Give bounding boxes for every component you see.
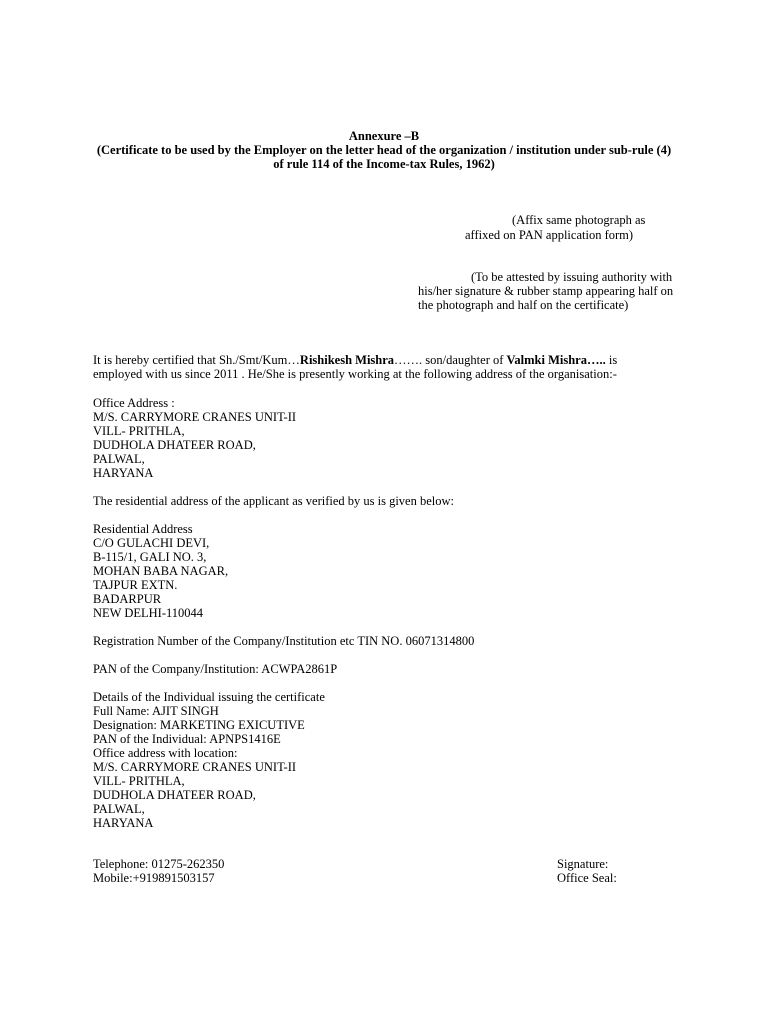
certification-line-1 [93, 353, 617, 367]
issuer-office-label: Office address with location: [93, 746, 238, 760]
issuer-address-line: PALWAL, [93, 802, 145, 816]
company-pan: PAN of the Company/Institution: ACWPA2861P [93, 662, 338, 676]
issuer-pan: PAN of the Individual: APNPS1416E [93, 732, 281, 746]
mobile: Mobile:+919891503157 [93, 871, 215, 885]
parent-name: Valmki Mishra….. [506, 353, 606, 367]
office-seal-label: Office Seal: [557, 871, 617, 885]
office-address-line: PALWAL, [93, 452, 145, 466]
employee-name: Rishikesh Mishra [299, 353, 395, 367]
certification-text-2: ……. son/daughter of [394, 353, 507, 367]
issuer-address-line: VILL- PRITHLA, [93, 774, 185, 788]
issuer-designation: Designation: MARKETING EXICUTIVE [93, 718, 305, 732]
issuer-full-name: Full Name: AJIT SINGH [93, 704, 219, 718]
annexure-title: Annexure –B [348, 129, 420, 143]
office-address-line: HARYANA [93, 466, 154, 480]
registration-number: Registration Number of the Company/Institution etc TIN NO. 06071314800 [93, 634, 475, 648]
attest-note-line-3: the photograph and half on the certificate) [418, 298, 629, 312]
attest-note-line-1: (To be attested by issuing authority with [471, 270, 673, 284]
office-address-line: M/S. CARRYMORE CRANES UNIT-II [93, 410, 297, 424]
office-address-line: DUDHOLA DHATEER ROAD, [93, 438, 256, 452]
residential-address-line: C/O GULACHI DEVI, [93, 536, 210, 550]
residential-address-line: BADARPUR [93, 592, 162, 606]
photo-note-line-1: (Affix same photograph as [512, 213, 646, 227]
residential-address-line: TAJPUR EXTN. [93, 578, 178, 592]
header-line-1: (Certificate to be used by the Employer on the letter head of the organization / institution under sub-rule (4) [96, 143, 672, 157]
header-line-2: of rule 114 of the Income-tax Rules, 1962) [273, 157, 495, 171]
attest-note-line-2: his/her signature & rubber stamp appearing half on [418, 284, 674, 298]
issuer-address-line: DUDHOLA DHATEER ROAD, [93, 788, 256, 802]
residential-intro: The residential address of the applicant as verified by us is given below: [93, 494, 455, 508]
issuer-address-line: M/S. CARRYMORE CRANES UNIT-II [93, 760, 297, 774]
issuer-heading: Details of the Individual issuing the certificate [93, 690, 325, 704]
telephone: Telephone: 01275-262350 [93, 857, 225, 871]
certification-text-3: is [605, 353, 618, 367]
residential-address-line: B-115/1, GALI NO. 3, [93, 550, 207, 564]
certification-text-1: It is hereby certified that Sh./Smt/Kum… [93, 353, 300, 367]
residential-address-line: NEW DELHI-110044 [93, 606, 204, 620]
office-address-line: VILL- PRITHLA, [93, 424, 185, 438]
issuer-address-line: HARYANA [93, 816, 154, 830]
certification-line-2: employed with us since 2011 . He/She is presently working at the following address of the organisation:- [93, 367, 617, 381]
photo-note-line-2: affixed on PAN application form) [465, 228, 634, 242]
residential-address-line: MOHAN BABA NAGAR, [93, 564, 229, 578]
office-address-label: Office Address : [93, 396, 175, 410]
residential-address-label: Residential Address [93, 522, 193, 536]
signature-label: Signature: [557, 857, 609, 871]
